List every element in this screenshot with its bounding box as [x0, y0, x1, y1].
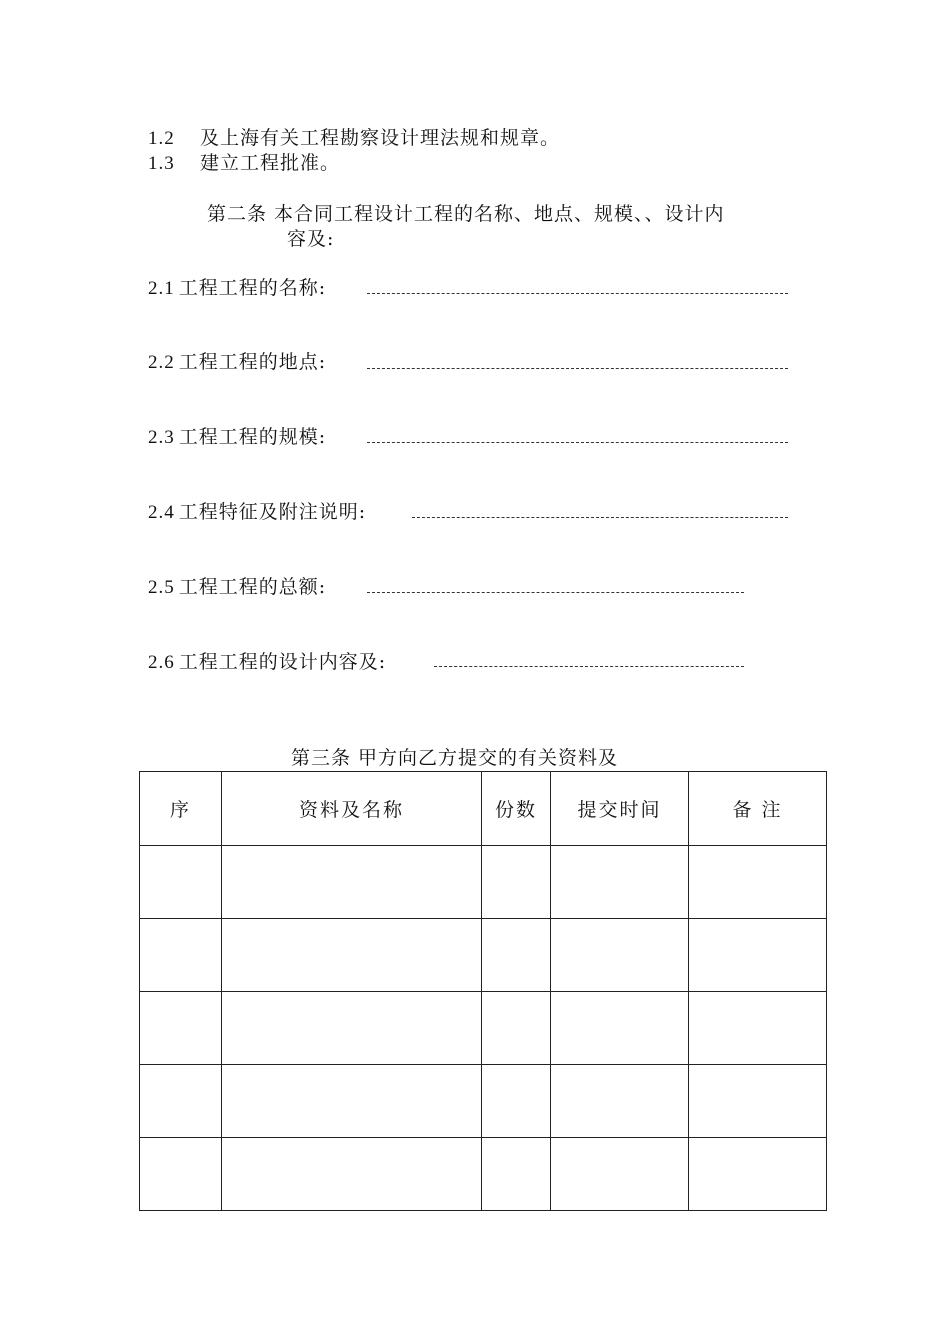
field-2-2-blank[interactable]	[367, 368, 788, 369]
table-cell[interactable]	[222, 919, 482, 992]
field-2-2-label	[148, 350, 326, 375]
header-remarks: 备 注	[689, 772, 827, 846]
table-cell[interactable]	[689, 992, 827, 1065]
table-cell[interactable]	[551, 919, 689, 992]
clause-1-2	[148, 126, 560, 151]
field-2-4-blank[interactable]	[412, 517, 788, 518]
table-row	[140, 992, 827, 1065]
field-2-5-blank[interactable]	[367, 592, 744, 593]
table-cell[interactable]	[689, 1065, 827, 1138]
table-row	[140, 919, 827, 992]
header-material-name: 资料及名称	[222, 772, 482, 846]
table-cell[interactable]	[140, 846, 222, 919]
field-2-1-blank[interactable]	[367, 293, 788, 294]
clause-1-3	[148, 151, 340, 176]
article-2-title: 第二条 本合同工程设计工程的名称、地点、规模、、设计内	[207, 203, 725, 225]
table-cell[interactable]	[482, 1065, 551, 1138]
clause-text: 建立工程批准。	[200, 152, 341, 174]
field-number: 2.2	[148, 352, 175, 373]
clause-number: 1.2	[148, 128, 175, 149]
table-row	[140, 1138, 827, 1211]
field-number: 2.5	[148, 577, 175, 598]
table-cell[interactable]	[551, 846, 689, 919]
table-cell[interactable]	[482, 1138, 551, 1211]
field-2-4-label	[148, 500, 366, 525]
article-2-title-cont: 容及:	[287, 228, 335, 250]
field-number: 2.1	[148, 278, 175, 299]
table-row	[140, 1065, 827, 1138]
table-cell[interactable]	[689, 1138, 827, 1211]
field-number: 2.6	[148, 652, 175, 673]
table-cell[interactable]	[222, 1138, 482, 1211]
table-row	[140, 846, 827, 919]
table-cell[interactable]	[482, 919, 551, 992]
field-2-1-label	[148, 276, 326, 301]
field-label: 工程工程的名称:	[178, 277, 327, 299]
field-label: 工程工程的地点:	[178, 351, 327, 373]
table-cell[interactable]	[222, 992, 482, 1065]
field-2-6-blank[interactable]	[434, 666, 744, 667]
table-cell[interactable]	[551, 1138, 689, 1211]
table-cell[interactable]	[222, 1065, 482, 1138]
field-number: 2.3	[148, 427, 175, 448]
clause-number: 1.3	[148, 153, 175, 174]
table-cell[interactable]	[689, 846, 827, 919]
field-number: 2.4	[148, 502, 175, 523]
table-cell[interactable]	[551, 992, 689, 1065]
field-2-5-label	[148, 575, 326, 600]
table-cell[interactable]	[140, 1065, 222, 1138]
field-label: 工程工程的总额:	[178, 576, 327, 598]
table-header-row	[140, 772, 827, 846]
header-index: 序	[140, 772, 222, 846]
table-cell[interactable]	[140, 992, 222, 1065]
table-cell[interactable]	[551, 1065, 689, 1138]
field-label: 工程特征及附注说明:	[178, 501, 367, 523]
table-cell[interactable]	[689, 919, 827, 992]
materials-table	[139, 771, 827, 1211]
field-label: 工程工程的规模:	[178, 426, 327, 448]
field-2-6-label	[148, 650, 386, 675]
field-2-3-label	[148, 425, 326, 450]
table-cell[interactable]	[140, 919, 222, 992]
header-copies: 份数	[482, 772, 551, 846]
article-3-title: 第三条 甲方向乙方提交的有关资料及	[291, 747, 619, 769]
clause-text: 及上海有关工程勘察设计理法规和规章。	[200, 127, 561, 149]
table-cell[interactable]	[482, 846, 551, 919]
header-submit-time: 提交时间	[551, 772, 689, 846]
table-cell[interactable]	[140, 1138, 222, 1211]
table-cell[interactable]	[222, 846, 482, 919]
table-cell[interactable]	[482, 992, 551, 1065]
field-label: 工程工程的设计内容及:	[178, 651, 387, 673]
field-2-3-blank[interactable]	[367, 442, 788, 443]
